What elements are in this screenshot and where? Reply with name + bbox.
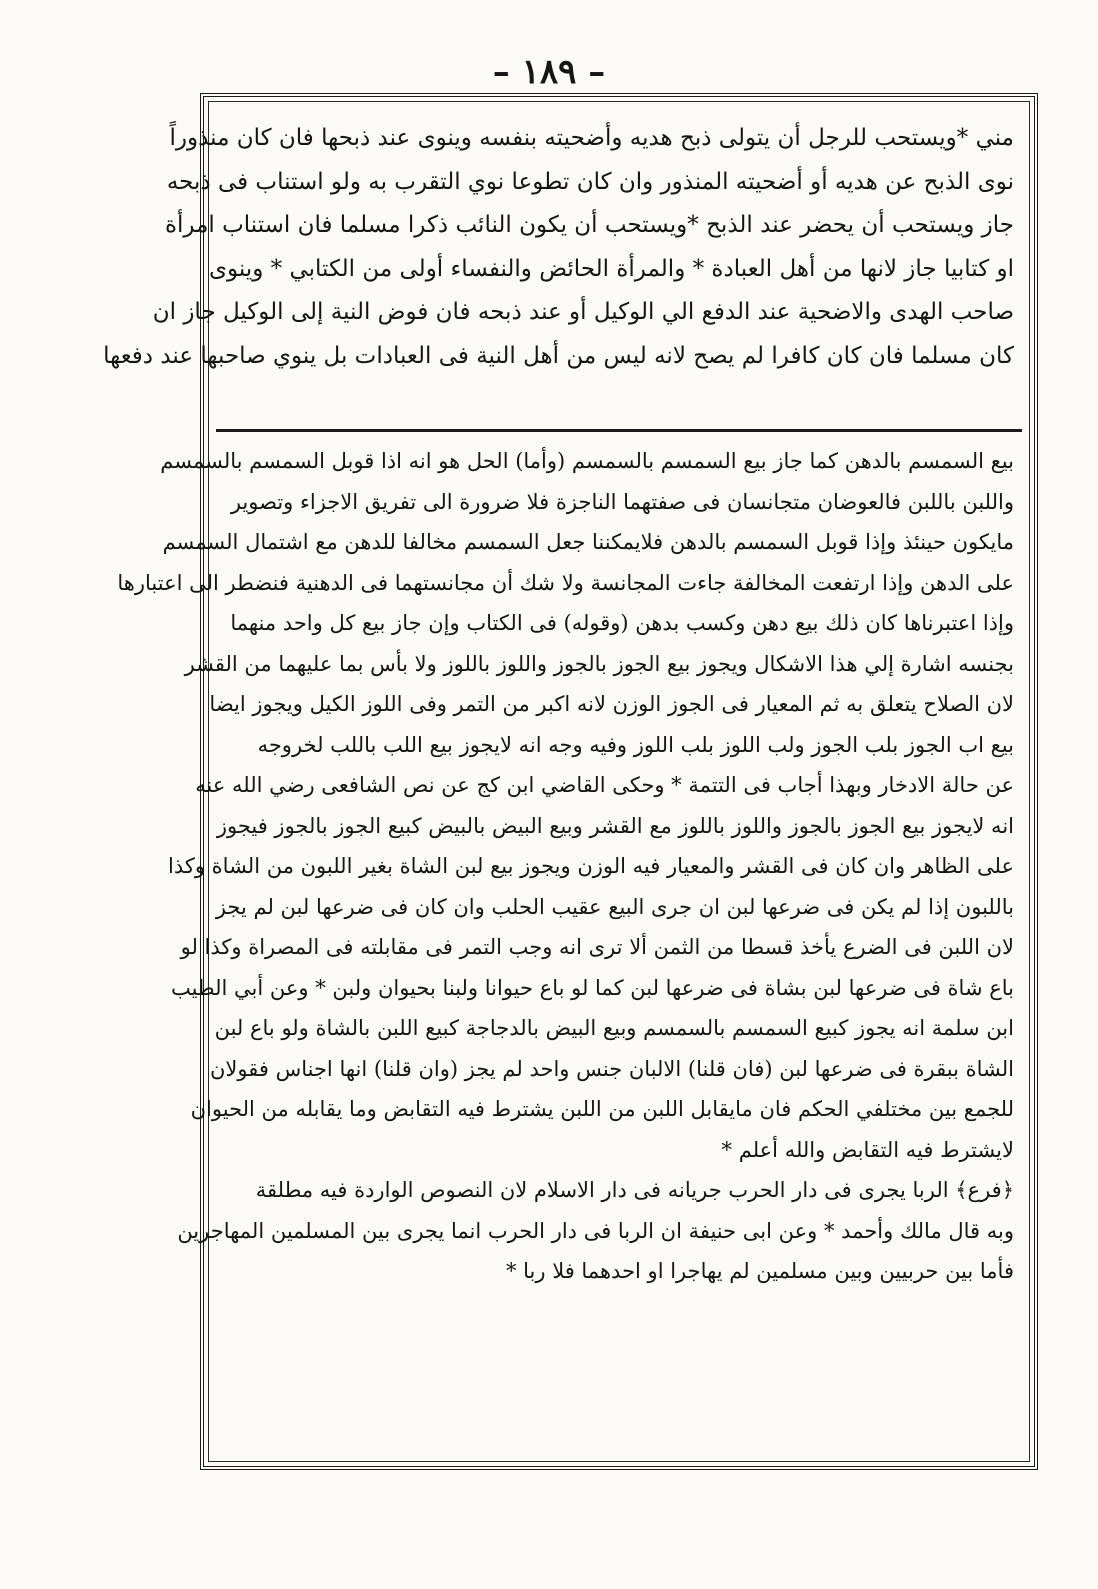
main-text-line: مني *ويستحب للرجل أن يتولى ذبح هديه وأضحيته بنفسه وينوى عند ذبحها فان كان منذوراً	[169, 125, 1014, 151]
commentary-line: على الظاهر وان كان فى القشر والمعيار فيه الوزن ويجوز بيع لبن الشاة بغير اللبون من الشاة وكذا	[168, 854, 1014, 878]
commentary-line: ابن سلمة انه يجوز كبيع السمسم بالسمسم وبيع البيض بالدجاجة كبيع اللبن بالشاة ولو باع لبن	[214, 1016, 1014, 1040]
commentary-line: على الدهن وإذا ارتفعت المخالفة جاءت المجانسة ولا شك أن مجانستهما فى الدهنية فنضطر الى اعتبارها	[117, 570, 1014, 595]
main-text-line: نوى الذبح عن هديه أو أضحيته المنذور وان كان تطوعا نوي التقرب به ولو استناب فى ذبحه	[166, 168, 1014, 195]
commentary-line: باللبون إذا لم يكن فى ضرعها لبن ان جرى البيع عقيب الحلب وان كان فى ضرعها لبن لم يجز	[215, 894, 1014, 919]
commentary-line: باع شاة فى ضرعها لبن بشاة فى ضرعها لبن كما لو باع حيوانا ولبنا بحيوان ولبن * وعن أبي الطيب	[170, 975, 1014, 1000]
commentary-line: وبه قال مالك وأحمد * وعن ابى حنيفة ان الربا فى دار الحرب انما يجرى بين المسلمين المهاجرين	[177, 1218, 1014, 1243]
commentary-line: لان الصلاح يتعلق به ثم المعيار فى الجوز الوزن لانه اكبر من التمر وفى اللوز الكيل ويجوز ايضا	[209, 692, 1014, 716]
commentary-line: ﴿فرع﴾ الربا يجرى فى دار الحرب جريانه فى دار الاسلام لان النصوص الواردة فيه مطلقة	[255, 1178, 1014, 1202]
commentary-line: انه لايجوز بيع الجوز بالجوز واللوز باللوز مع القشر وبيع البيض بالبيض كبيع الجوز بالجوز فيجوز	[216, 813, 1014, 838]
commentary-line: فأما بين حربيين وبين مسلمين لم يهاجرا او احدهما فلا ربا *	[505, 1259, 1014, 1283]
main-text-line: صاحب الهدى والاضحية عند الدفع الي الوكيل أو عند ذبحه فان فوض النية إلى الوكيل جاز ان	[152, 299, 1014, 325]
commentary-text	[117, 441, 1014, 1292]
commentary-line: بيع اب الجوز بلب الجوز ولب اللوز بلب اللوز وفيه وجه انه لايجوز بيع اللب باللب لخروجه	[257, 732, 1014, 757]
commentary-line: بجنسه اشارة إلي هذا الاشكال ويجوز بيع الجوز بالجوز واللوز باللوز ولا بأس بما عليهما من القشر	[184, 651, 1014, 676]
main-text-line: جاز ويستحب أن يحضر عند الذبح *ويستحب أن يكون النائب ذكرا مسلما فان استناب امرأة	[164, 212, 1014, 238]
main-text-line: او كتابيا جاز لانها من أهل العبادة * والمرأة الحائض والنفساء أولى من الكتابي * وينوى	[208, 255, 1014, 282]
commentary-line: للجمع بين مختلفي الحكم فان مايقابل اللبن من اللبن يشترط فيه التقابض وما يقابله من الحيوان	[190, 1097, 1014, 1121]
page-number: – ١٨٩ –	[492, 52, 606, 92]
commentary-line: مايكون حينئذ وإذا قوبل السمسم بالدهن فلايمكننا جعل السمسم مخالفا للدهن مع اشتمال السمسم	[162, 530, 1014, 554]
commentary-line: بيع السمسم بالدهن كما جاز بيع السمسم بالسمسم (وأما) الحل هو انه اذا قوبل السمسم بالسمسم	[160, 449, 1014, 473]
main-text-line: كان مسلما فان كان كافرا لم يصح لانه ليس من أهل النية فى العبادات بل ينوي صاحبها عند دفعها	[103, 342, 1014, 369]
commentary-line: وإذا اعتبرناها كان ذلك بيع دهن وكسب بدهن (وقوله) فى الكتاب وإن جاز بيع كل واحد منهما	[230, 611, 1014, 635]
section-divider	[216, 429, 1022, 432]
commentary-line: لان اللبن فى الضرع يأخذ قسطا من الثمن ألا ترى انه وجب التمر فى مقابلته فى المصراة وكذا لو	[180, 935, 1014, 959]
commentary-line: لايشترط فيه التقابض والله أعلم *	[721, 1137, 1014, 1162]
commentary-line: واللبن باللبن فالعوضان متجانسان فى صفتهما الناجزة فلا ضرورة الى تفريق الاجزاء وتصوير	[230, 489, 1014, 514]
main-text	[103, 117, 1014, 378]
commentary-line: الشاة ببقرة فى ضرعها لبن (فان قلنا) الالبان جنس واحد لم يجز (وان قلنا) انها اجناس فقولان	[210, 1056, 1014, 1081]
commentary-line: عن حالة الادخار وبهذا أجاب فى التتمة * وحكى القاضي ابن كج عن نص الشافعى رضي الله عنه	[195, 773, 1014, 797]
